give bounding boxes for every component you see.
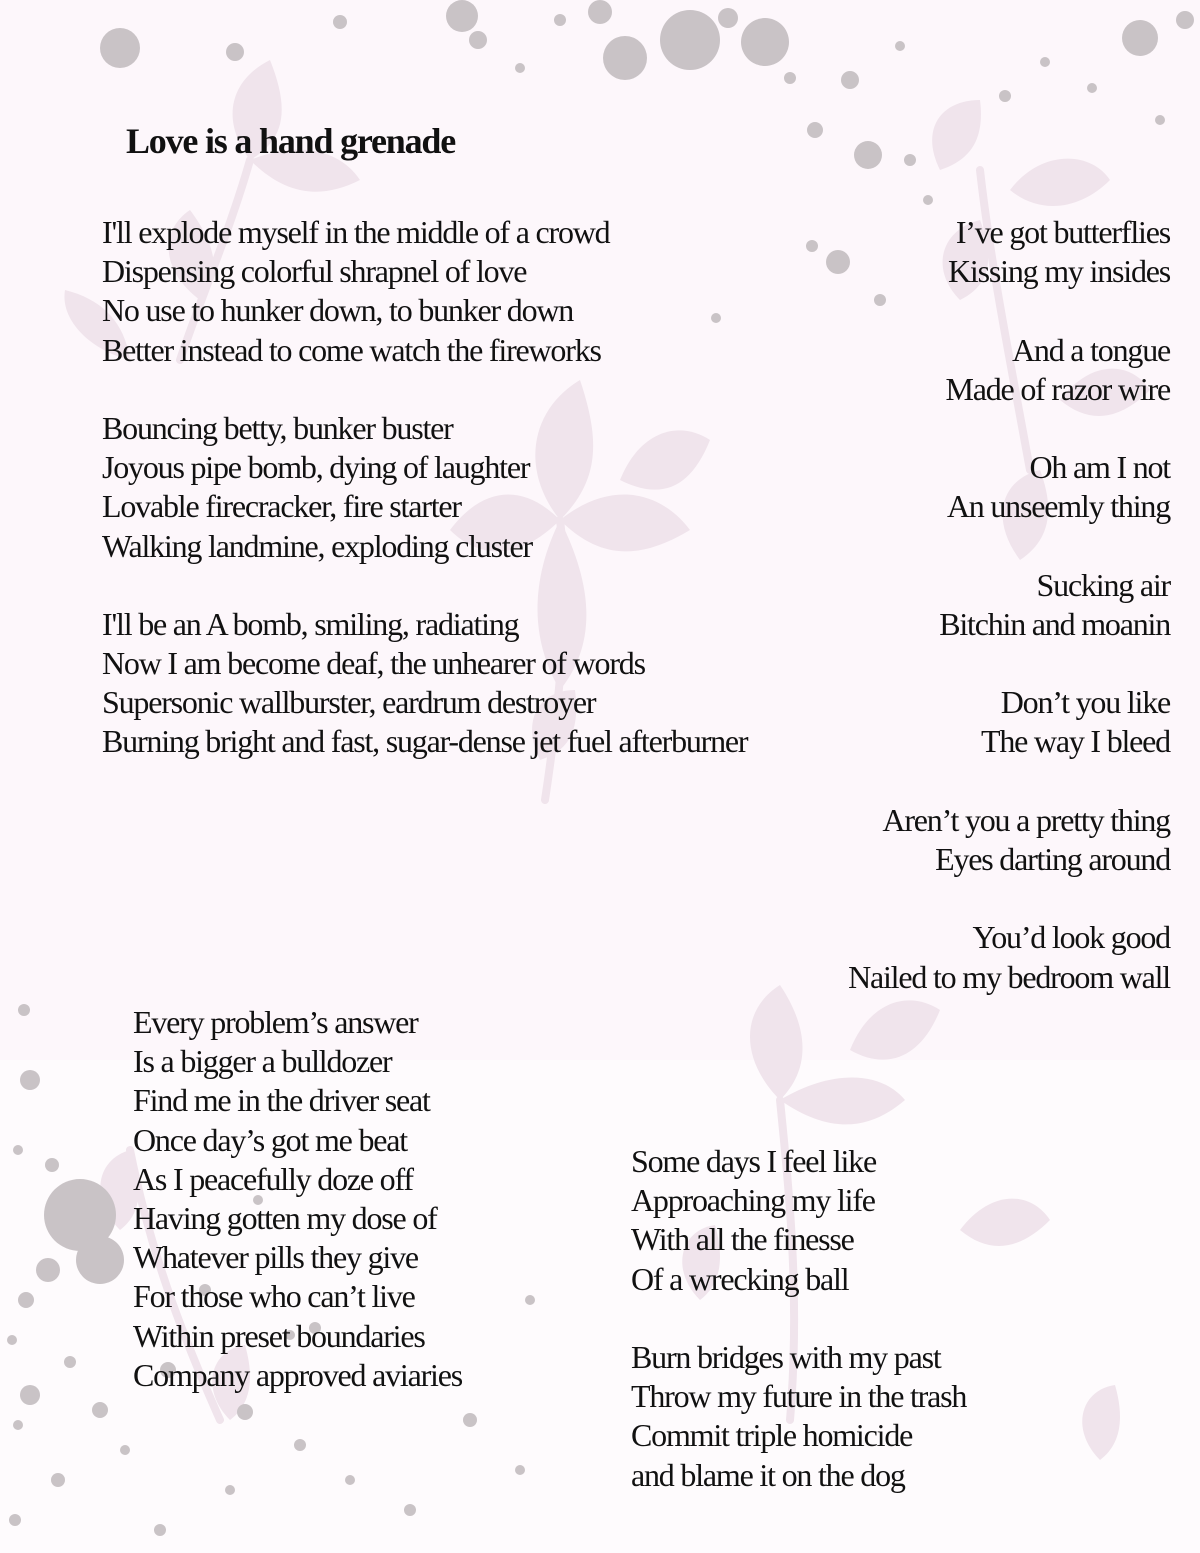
poem-line: I'll be an A bomb, smiling, radiating bbox=[102, 605, 519, 642]
poem-line: Some days I feel like bbox=[631, 1143, 876, 1179]
poem-line: Every problem’s answer bbox=[133, 1004, 418, 1040]
stanza bbox=[848, 801, 1170, 879]
stanza bbox=[848, 566, 1170, 644]
poem-line: I'll explode myself in the middle of a crowd bbox=[102, 214, 610, 250]
poem-line: Once day’s got me beat bbox=[133, 1121, 407, 1158]
stanza bbox=[848, 918, 1170, 996]
poem-line: Dispensing colorful shrapnel of love bbox=[102, 253, 527, 290]
stanza bbox=[102, 213, 747, 370]
poem-line: No use to hunker down, to bunker down bbox=[102, 292, 574, 329]
stanza bbox=[631, 1338, 966, 1495]
poem-line: Burn bridges with my past bbox=[631, 1338, 941, 1375]
poem-line: Commit triple homicide bbox=[631, 1417, 913, 1454]
poem-block-bottom-center bbox=[631, 1142, 966, 1495]
poem-line: As I peacefully doze off bbox=[133, 1160, 413, 1197]
poem-line: Supersonic wallburster, eardrum destroyer bbox=[102, 684, 596, 721]
poem-block-left-top bbox=[102, 213, 747, 762]
poem-line: With all the finesse bbox=[631, 1221, 854, 1258]
poem-line: Bitchin and moanin bbox=[939, 605, 1170, 642]
poem-line: Having gotten my dose of bbox=[133, 1199, 437, 1236]
poem-line: Kissing my insides bbox=[948, 253, 1170, 290]
poem-line: Now I am become deaf, the unhearer of words bbox=[102, 645, 645, 682]
poem-line: The way I bleed bbox=[980, 723, 1170, 760]
poem-block-left-bottom bbox=[133, 1003, 462, 1395]
poem-line: Sucking air bbox=[1036, 566, 1170, 603]
poem-line: Made of razor wire bbox=[945, 370, 1170, 407]
poem-block-right bbox=[848, 213, 1170, 997]
poem-line: Is a bigger a bulldozer bbox=[133, 1043, 392, 1080]
poem-line: Eyes darting around bbox=[935, 841, 1170, 877]
stanza bbox=[848, 213, 1170, 291]
poem-line: Don’t you like bbox=[1000, 684, 1170, 721]
stanza bbox=[133, 1003, 462, 1395]
poem-line: An unseemly thing bbox=[946, 488, 1170, 525]
poem-line: I’ve got butterflies bbox=[955, 214, 1170, 250]
poem-line: Better instead to come watch the fireworks bbox=[102, 331, 601, 368]
poem-line: Joyous pipe bomb, dying of laughter bbox=[102, 449, 530, 486]
stanza bbox=[848, 683, 1170, 761]
stanza bbox=[631, 1142, 966, 1299]
poem-line: And a tongue bbox=[1011, 331, 1170, 368]
poem-line: You’d look good bbox=[972, 919, 1170, 956]
poem-line: Nailed to my bedroom wall bbox=[848, 958, 1170, 995]
stanza bbox=[102, 409, 747, 566]
poem-line: Find me in the driver seat bbox=[133, 1082, 430, 1119]
poem-title: Love is a hand grenade bbox=[126, 121, 455, 161]
poem-line: Walking landmine, exploding cluster bbox=[102, 527, 532, 564]
poem-line: Approaching my life bbox=[631, 1182, 875, 1219]
stanza bbox=[848, 448, 1170, 526]
poem-line: Burning bright and fast, sugar-dense jet fuel afterburner bbox=[102, 723, 748, 760]
poem-line: Aren’t you a pretty thing bbox=[882, 801, 1170, 838]
poem-line: and blame it on the dog bbox=[631, 1456, 905, 1493]
poem-line: Oh am I not bbox=[1029, 449, 1170, 486]
poem-line: Whatever pills they give bbox=[133, 1239, 418, 1276]
poem-line: Bouncing betty, bunker buster bbox=[102, 409, 453, 446]
stanza bbox=[102, 605, 747, 762]
poem-line: For those who can’t live bbox=[133, 1278, 415, 1315]
poem-line: Throw my future in the trash bbox=[631, 1378, 967, 1415]
stanza bbox=[848, 331, 1170, 409]
poem-line: Company approved aviaries bbox=[133, 1356, 463, 1393]
poem-line: Within preset boundaries bbox=[133, 1317, 425, 1354]
poem-line: Lovable firecracker, fire starter bbox=[102, 488, 461, 525]
poem-line: Of a wrecking ball bbox=[631, 1260, 849, 1297]
